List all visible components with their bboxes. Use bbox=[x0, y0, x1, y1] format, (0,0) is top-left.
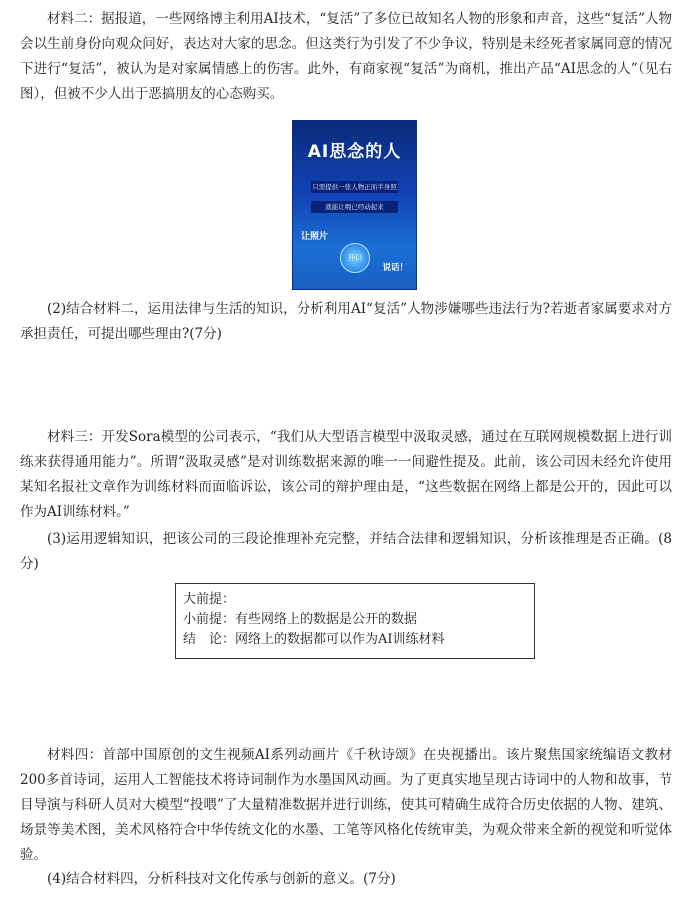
major-premise: 大前提： bbox=[183, 592, 236, 607]
poster-caption-line-2: 就能让喂已经动起来 bbox=[311, 201, 398, 213]
material-two-paragraph: 材料二：据报道，一些网络博主利用AI技术，“复活”了多位已故知名人物的形象和声音，这些“复活”人物会以生前身份向观众问好，表达对大家的思念。但这类行为引发了不少争议，特别是未经死者家属同意的情况下进行“复活”，被认为是对家属情感上的伤害。此外，有商家视“复活”为商机，推出产品“AI思念的人”（见右图），但被不少人出于恶搞朋友的心态购买。 bbox=[20, 11, 672, 102]
poster-speak-button-graphic: 开口 bbox=[340, 243, 370, 273]
question-two: (2)结合材料二，运用法律与生活的知识，分析利用AI“复活”人物涉嫌哪些违法行为?若逝者家属要求对方承担责任，可提出哪些理由?(7分) bbox=[20, 301, 672, 342]
poster-caption-line-1: 只需提供一张人物正面半身照 bbox=[312, 183, 397, 191]
poster-speak-label: 说话！ bbox=[382, 263, 408, 273]
ai-missed-person-poster-image bbox=[292, 120, 417, 290]
material-three-paragraph: 材料三：开发Sora模型的公司表示，“我们从大型语言模型中汲取灵感，通过在互联网规模数据上进行训练来获得通用能力”。所谓“汲取灵感”是对训练数据来源的唯一一间避性提及。此前，该公司因未经允许使用某知名报社文章作为训练材料而面临诉讼，该公司的辩护理由是，“这些数据在网络上都是公开的，因此可以作为AI训练材料。” bbox=[20, 429, 672, 520]
question-four: (4)结合材料四，分析科技对文化传承与创新的意义。(7分) bbox=[47, 871, 396, 887]
conclusion: 结 论：网络上的数据都可以作为AI训练材料 bbox=[183, 632, 445, 647]
question-three: (3)运用逻辑知识，把该公司的三段论推理补充完整，并结合法律和逻辑知识，分析该推理是否正确。(8分) bbox=[20, 531, 672, 572]
minor-premise: 小前提：有些网络上的数据是公开的数据 bbox=[183, 612, 418, 627]
syllogism-box bbox=[175, 583, 535, 659]
poster-title: AI思念的人 bbox=[307, 142, 402, 162]
material-four-paragraph: 材料四：首部中国原创的文生视频AI系列动画片《千秋诗颂》在央视播出。该片聚焦国家统编语文教材200多首诗词，运用人工智能技术将诗词制作为水墨国风动画。为了更真实地呈现古诗词中的人物和故事，节目导演与科研人员对大模型“投喂”了大量精准数据并进行训练，使其可精确生成符合历史依据的人物、建筑、场景等美术图，美术风格符合中华传统文化的水墨、工笔等风格化传统审美，为观众带来全新的视觉和听觉体验。 bbox=[20, 747, 672, 863]
poster-photo-label: 让照片 bbox=[301, 232, 329, 242]
